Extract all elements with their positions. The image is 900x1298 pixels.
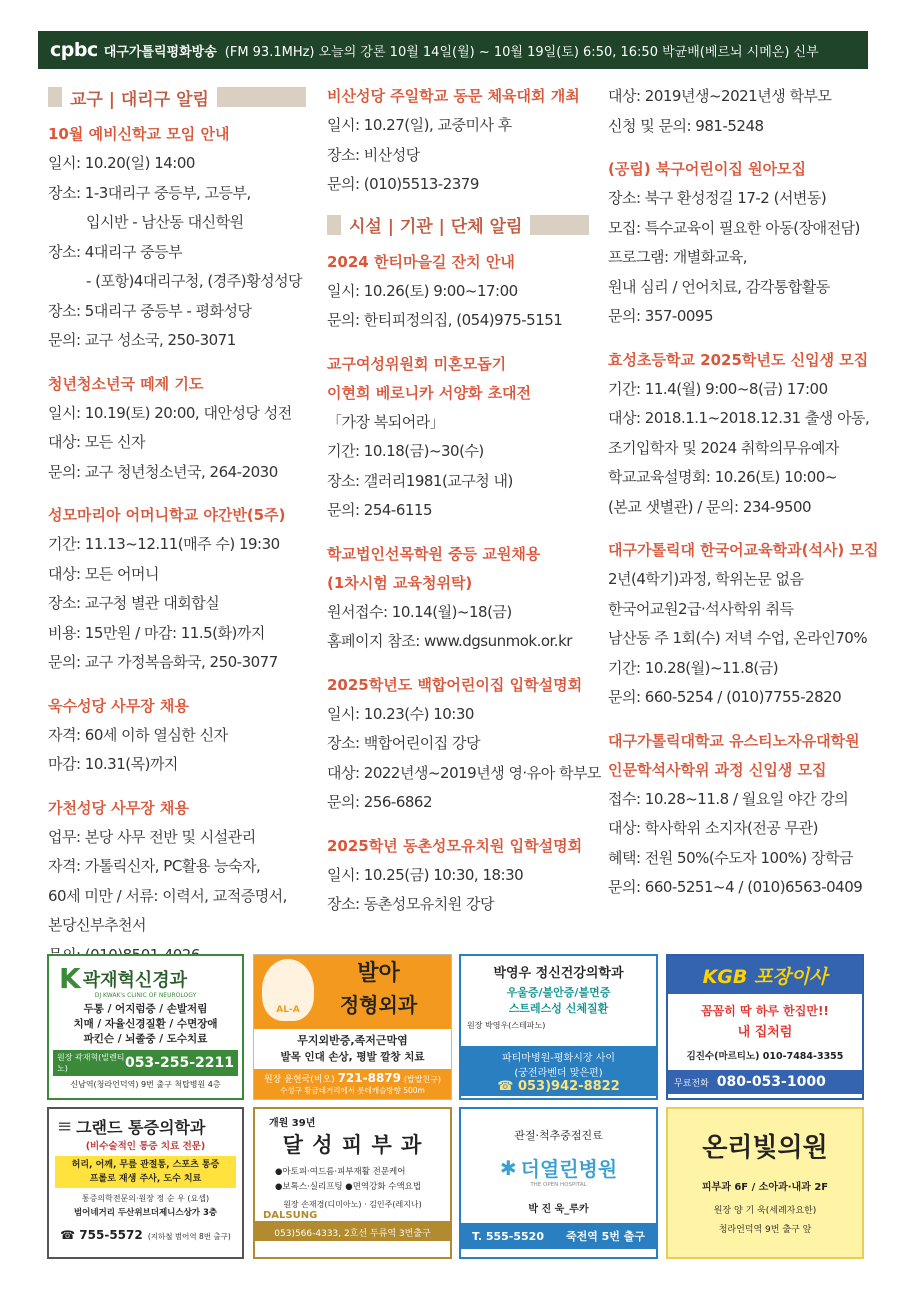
ad-phone-note: (발발친구) [403,1075,442,1084]
section-header-diocese [48,84,306,110]
ad-address: 053)566-4333, 2호선 두류역 3번출구 [274,1229,431,1239]
notice-line: 본당신부추천서 [48,916,146,934]
notice-block [608,332,868,523]
ad-phone: 080-053-1000 [716,1074,826,1090]
column-1 [48,80,306,970]
notice-title: 청년청소년국 떼제 기도 [48,374,204,393]
notice-line: 2년(4학기)과정, 학위논문 없음 [608,570,804,588]
notice-title: 2025학년 동촌성모유치원 입학설명회 [327,836,583,855]
notices-col2a [327,82,589,200]
notice-line: 문의: 교구 성소국, 250-3071 [48,331,236,349]
ad-phone: 053-255-2211 [124,1055,234,1071]
notice-line: 일시: 10.26(토) 9:00~17:00 [327,281,518,300]
notice-block [327,526,589,657]
notice-line: 장소: 백합어린이집 강당 [327,734,480,752]
ad-phone: ☎ 755-5572 [60,1228,143,1242]
notice-line: 프로그램: 개별화교육, [608,248,748,266]
notice-line: 자격: 60세 이하 열심한 신자 [48,725,228,744]
notice-line: 대상: 2019년생~2021년생 학부모 [608,87,832,105]
notice-title: 대구가톨릭대 한국어교육학과(석사) 모집 [608,541,879,559]
ad-address: 신남역(청라언덕역) 9번 출구 척탑병원 4층 [70,1080,221,1089]
ad-free-label: 무료전화 [674,1078,709,1089]
notice-title: 성모마리아 어머니학교 야간반(5주) [48,506,286,524]
ad-tag: (비수술적인 통증 치료 전문) [85,1141,206,1152]
ad-note: (지하철 범어역 8번 출구) [147,1232,231,1241]
notice-block [48,780,306,971]
ad-doctor: 원장 양 기 욱(세례자요한) [713,1206,817,1216]
notice-line: 대상: 2018.1.1~2018.12.31 출생 아동, [608,409,870,427]
notice-block [327,657,601,818]
notice-title: 2025학년도 백합어린이집 입학설명회 [327,675,583,694]
section-title: 시설 | 기관 | 단체 알림 [349,217,523,237]
notice-title: 욱수성당 사무장 채용 [48,696,189,715]
notice-line: 신청 및 문의: 981-5248 [608,116,764,135]
notice-line: 장소: 동촌성모유치원 강당 [327,895,494,913]
notices-col2b [327,248,601,920]
ad-onlybit-clinic [666,1107,864,1259]
ad-name: 온리빛의원 [702,1133,828,1163]
ad-line: ●보톡스·실리프팅 ●면역강화 수액요법 [275,1182,422,1192]
notice-title-2: 이현희 베로니카 서양화 초대전 [327,383,532,402]
top-banner [38,31,868,69]
ad-slogan-2: 내 집처럼 [737,1025,793,1040]
notice-title: 비산성당 주일학교 동문 체육대회 개최 [327,87,580,105]
grand-logo-icon: ≡ [57,1116,73,1137]
notice-line: 모집: 특수교육이 필요한 아동(장애전담) [608,218,860,237]
notice-line: - (포항)4대리구청, (경주)황성성당 [86,272,303,290]
ad-top: 관절·척추중점진료 [514,1129,603,1142]
column-3 [608,82,879,903]
notice-line: 기간: 11.4(월) 9:00~8(금) 17:00 [608,379,828,398]
notice-line: 문의: 교구 청년청소년국, 264-2030 [48,462,278,481]
notice-line: 장소: 갤러리1981(교구청 내) [327,471,513,490]
notice-line: 장소: 1-3대리구 중등부, 고등부, [48,183,251,202]
ad-name: 발아 [357,961,400,986]
notice-line: 일시: 10.25(금) 10:30, 18:30 [327,865,524,884]
ad-subtitle: DJ KWAK's CLINIC OF NEUROLOGY [94,992,197,999]
ad-line: 우울증/불안증/불면증 [506,986,611,999]
notice-line: 장소: 5대리구 중등부 - 평화성당 [48,301,252,320]
notice-title: 대구가톨릭대학교 유스티노자유대학원 [608,731,860,750]
notice-line: 기간: 11.13~12.11(매주 수) 19:30 [48,535,280,553]
ad-brand: DALSUNG [263,1210,318,1221]
notice-title-2: (1차시험 교육청위탁) [327,573,473,592]
notice-line: 입시반 - 남산동 대신학원 [86,213,244,231]
notice-line: 기간: 10.28(월)~11.8(금) [608,658,779,677]
ad-phone: 721-8879 [337,1071,402,1085]
ad-name: KGB 포장이사 [702,965,828,988]
notice-block [327,248,589,336]
notice-line: 대상: 모든 신자 [48,433,146,451]
cpbc-logo: cpbc [50,39,98,61]
notice-line: 혜택: 전원 50%(수도자 100%) 장학금 [608,848,853,867]
notice-line: 문의: 254-6115 [327,501,433,519]
ad-line: 두통 / 어지럼증 / 손발저림 [83,1003,208,1015]
ad-line: 무지외반증,족저근막염 [297,1034,408,1047]
notice-line: 60세 미만 / 서류: 이력서, 교적증명서, [48,886,287,905]
notices-col1 [48,120,306,970]
ad-name-2: 정형외과 [339,993,418,1017]
ad-line: 프롤로 재생 주사, 도수 치료 [89,1174,202,1184]
broadcast-info: (FM 93.1MHz) 오늘의 강론 10월 14일(월) ~ 10월 19일(토) 6:50, 16:50 박균배(베르뇌 시메온) 신부 [224,44,819,60]
ad-english: THE OPEN HOSPITAL [530,1182,587,1188]
ad-grand-pain [47,1107,244,1259]
notice-block [327,82,589,200]
notice-line: 자격: 가톨릭신자, PC활용 능숙자, [48,857,261,875]
ad-phone: ☎ 053)942-8822 [497,1079,620,1094]
star-logo-icon: ✱ [499,1155,517,1180]
ad-bala-orthopedics [253,954,452,1100]
notice-line: 일시: 10.20(일) 14:00 [48,154,195,172]
ad-line: 스트레스성 신체질환 [508,1002,609,1015]
section-title: 교구 | 대리구 알림 [70,89,209,110]
notice-line: 대상: 2022년생~2019년생 영·유아 학부모 [327,763,601,782]
notice-title: 교구여성위원회 미혼모돕기 [327,354,507,373]
section-header-facilities [327,212,589,238]
notice-line: 학교교육설명회: 10.26(토) 10:00~ [608,468,837,486]
notice-line: 문의: 660-5251~4 / (010)6563-0409 [608,878,863,896]
notice-line: (본교 샛별관) / 문의: 234-9500 [608,497,812,516]
notice-block [48,487,306,678]
ad-top: 개원 39년 [269,1118,316,1129]
notice-title: 학교법인선목학원 중등 교원채용 [327,544,541,563]
notice-line: 조기입학자 및 2024 취학의무유예자 [608,438,839,457]
notice-block [48,356,306,488]
notice-title-2: 인문학석사학위 과정 신입생 모집 [608,760,827,779]
ad-note: 파티마병원-평화시장 사이 [501,1053,616,1064]
notice-line: 기간: 10.18(금)~30(수) [327,442,484,460]
station-name: 대구가톨릭평화방송 [103,44,217,60]
ad-theopen-hospital [459,1107,658,1259]
ad-address: 범어네거리 두산위브더제니스상가 3층 [73,1208,218,1218]
notices-col3 [608,82,879,903]
notice-line: 문의: 660-5254 / (010)7755-2820 [608,688,842,706]
ad-line: 발목 인대 손상, 평발 깔창 치료 [280,1051,425,1063]
ad-address: 수성구 황금네거리에서 롯데캐슬방향 500m [280,1086,425,1095]
notice-block [608,522,879,713]
notice-block [327,336,589,526]
ad-doctor: 원장 곽재혁(빌렌티노) [57,1053,125,1073]
notice-title: 가천성당 사무장 채용 [48,798,189,817]
ad-line: 허리, 어깨, 무릎 관절통, 스포츠 통증 [71,1160,220,1170]
notice-line: 마감: 10.31(목)까지 [48,755,178,773]
ad-doctor: 통증의학전문의·원장 정 순 우 (요셉) [81,1194,210,1203]
notice-title: 2024 한티마을길 잔치 안내 [327,252,515,271]
notice-line: 비용: 15만원 / 마감: 11.5(화)까지 [48,623,265,642]
ad-address: 청라언덕역 9번 출구 앞 [718,1225,812,1235]
ad-name: 곽재혁신경과 [82,969,188,991]
notice-block [608,141,868,332]
notice-line: 남산동 주 1회(수) 저녁 수업, 온라인70% [608,629,868,647]
ad-kgb-moving [666,954,864,1100]
foot-logo-icon: AL-A [262,959,314,1021]
notice-line: 문의: 357-0095 [608,307,714,325]
ad-name: 더열린병원 [520,1157,618,1181]
notice-block [327,818,589,920]
ad-name: 달 성 피 부 과 [282,1133,423,1157]
notice-block [48,120,306,356]
ad-doctor: 원장 박영우(스테파노) [467,1021,546,1030]
ad-line: 피부과 6F / 소아과·내과 2F [701,1182,829,1193]
notice-line: 장소: 북구 환성정길 17-2 (서변동) [608,189,827,207]
ad-slogan: 꼼꼼히 딱 하루 한집만!! [701,1004,829,1018]
notice-line: 일시: 10.27(일), 교중미사 후 [327,116,512,134]
ad-note-2: (궁전라벤더 맞은편) [514,1068,603,1079]
ad-phone: T. 555-5520 [471,1229,544,1243]
notice-line: 문의: 한티피정의집, (054)975-5151 [327,311,563,329]
column-2 [327,82,601,920]
ad-contact: 김진수(마르티노) 010-7484-3355 [686,1051,844,1062]
notice-block [608,82,868,141]
notice-line: 접수: 10.28~11.8 / 월요일 야간 강의 [608,789,849,808]
ad-line: 파킨슨 / 뇌졸중 / 도수치료 [83,1033,208,1045]
ad-line: ●아토피·여드름·피부재활 전문케어 [275,1167,406,1177]
notice-line: 일시: 10.19(토) 20:00, 대안성당 성전 [48,403,292,422]
ad-line: 치매 / 자율신경질환 / 수면장애 [73,1018,218,1030]
ad-doctor: 원장 손재경(디미아노) · 김인주(레지나) [283,1200,422,1209]
notice-title: 10월 예비신학교 모임 안내 [48,125,230,143]
ad-kwak-neurology [47,954,244,1100]
ad-doctor: 원장 윤현국(비오) [263,1075,335,1085]
notice-block [608,713,868,903]
notice-line: 한국어교원2급·석사학위 취득 [608,599,794,618]
ad-address: 죽전역 5번 출구 [565,1230,646,1243]
notice-line: 홈페이지 참조: www.dgsunmok.or.kr [327,632,572,650]
notice-line: 원내 심리 / 언어치료, 감각통합활동 [608,277,830,296]
ad-park-psychiatry [459,954,658,1100]
ad-name: 그랜드 통증의학과 [76,1118,206,1137]
notice-line: 업무: 본당 사무 전반 및 시설관리 [48,827,256,846]
notice-title: (공립) 북구어린이집 원아모집 [608,160,807,178]
k-logo-icon: K [59,962,81,995]
notice-line: 장소: 교구청 별관 대회합실 [48,594,220,612]
ad-doctor: 박 진 욱_루카 [528,1204,589,1215]
notice-line: 문의: 교구 가정복음화국, 250-3077 [48,653,278,671]
ad-dalsung-derm [253,1107,452,1259]
notice-line: 장소: 비산성당 [327,145,420,164]
notice-block [48,678,306,780]
notice-line: 문의: (010)5513-2379 [327,175,479,193]
notice-line: 일시: 10.23(수) 10:30 [327,704,474,723]
notice-title: 효성초등학교 2025학년도 신입생 모집 [608,350,869,369]
notice-line: 원서접수: 10.14(월)~18(금) [327,602,512,621]
notice-line: 문의: 256-6862 [327,793,433,811]
notice-line: 대상: 모든 어머니 [48,564,160,583]
ad-name: 박영우 정신건강의학과 [493,966,624,981]
notice-line: 장소: 4대리구 중등부 [48,242,183,261]
notice-line: 대상: 학사학위 소지자(전공 무관) [608,819,818,837]
notice-line: 「가장 복되어라」 [327,412,445,431]
